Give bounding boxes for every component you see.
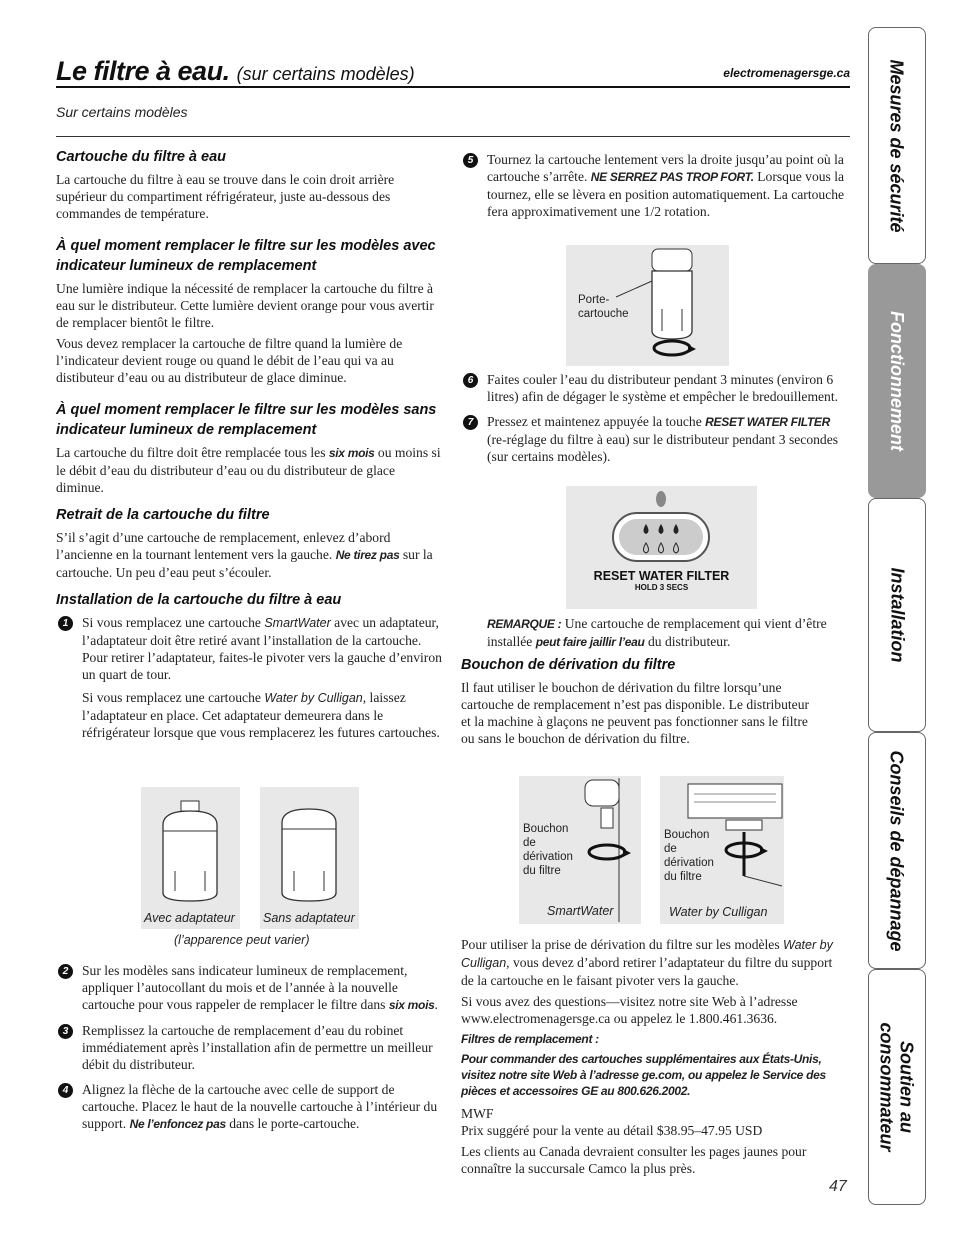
- hold-3-secs-label: HOLD 3 SECS: [634, 583, 689, 592]
- step-5: 5 Tournez la cartouche lentement vers la droite jusqu’au point où la cartouche s’arrête. NE SERREZ PAS TROP FORT. Lorsque vous la tournez, elle se lèvera en position automatiquement. La cartouche fera approximativement une 1/2 rotation.: [461, 151, 845, 220]
- reset-water-filter-figure: [566, 486, 757, 609]
- site-url: electromenagersge.ca: [723, 66, 850, 80]
- page-number: 47: [829, 1178, 847, 1195]
- step-number-icon: 3: [58, 1024, 73, 1039]
- header-rule: [56, 86, 850, 88]
- heading-retrait: Retrait de la cartouche du filtre: [56, 507, 270, 523]
- para-prise: Pour utiliser la prise de dérivation du filtre sur les modèles Water by Culligan, vous devez d’abord retirer l’adaptateur du filtre du support de la cartouche en le faisant pivoter vers la gauche.: [461, 937, 833, 988]
- para-cartouche: La cartouche du filtre à eau se trouve dans le coin droit arrière supérieur du compartiment réfrigérateur, juste au-dessous des commandes de température.: [56, 172, 395, 221]
- cartridge-adapter-icon: [141, 787, 240, 929]
- para-canada: Les clients au Canada devraient consulter les pages jaunes pour connaître la succursale Camco la plus près.: [461, 1144, 807, 1176]
- para-commander: Pour commander des cartouches supplémentaires aux États-Unis, visitez notre site Web à l’adresse ge.com, ou appelez le Service des pièces et accessoires GE au 800.626.2002.: [461, 1052, 826, 1098]
- step-2: 2 Sur les modèles sans indicateur lumineux de remplacement, appliquer l’autocollant du mois et de l’année à la nouvelle cartouche pour vous rappeler de remplacer le filtre dans six mois.: [56, 962, 442, 1014]
- step-1: 1 Si vous remplacez une cartouche SmartWater avec un adaptateur, l’adaptateur doit être retiré avant l’installation de la cartouche. Pour retirer l’adaptateur, faites-le pivoter vers la gauche d’environ un quart de tour. Si vous remplacez une cartouche Water by Culligan, laissez l’adaptateur en place. Cet adaptateur demeurera dans le réfrigérateur lorsque que vous remplacerez les futures cartouches.: [56, 614, 442, 741]
- right-column-top: [461, 151, 845, 228]
- reset-water-filter-label: RESET WATER FILTER: [593, 569, 730, 583]
- step-number-icon: 6: [463, 373, 478, 388]
- figure-note: (l’apparence peut varier): [174, 933, 310, 947]
- step-number-icon: 7: [463, 415, 478, 430]
- para-avec-2: Vous devez remplacer la cartouche de filtre quand la lumière de l’indicateur devient rouge ou quand le débit de l’eau qui va au distibuteur d’eau ou au distributeur de glace diminue.: [56, 336, 403, 385]
- para-bouchon: Il faut utiliser le bouchon de dérivation du filtre lorsqu’une cartouche de remplacement n’est pas disponible. Le distributeur et la machine à glaçons ne peuvent pas fonctionner sans le filtre ou sans le bouchon de dérivation du filtre.: [461, 680, 810, 746]
- cartridge-without-adapter-figure: Sans adaptateur: [260, 787, 359, 929]
- model-mwf: MWF: [461, 1106, 494, 1121]
- cartridge-holder-figure: Porte- cartouche: [566, 245, 729, 366]
- tab-mesures-de-securite[interactable]: Mesures de sécurité: [868, 27, 926, 264]
- step-number-icon: 2: [58, 964, 73, 979]
- side-tabs: [868, 27, 926, 1205]
- para-questions: Si vous avez des questions—visitez notre site Web à l’adresse www.electromenagersge.ca ou appelez le 1.800.461.3636.: [461, 994, 798, 1026]
- step-7: 7 Pressez et maintenez appuyée la touche RESET WATER FILTER (re-réglage du filtre à eau) sur le distributeur pendant 3 secondes (sur certains modèles).: [461, 413, 845, 465]
- heading-installation: Installation de la cartouche du filtre à eau: [56, 592, 342, 608]
- right-column-mid: [461, 371, 845, 473]
- left-column-steps: [56, 962, 442, 1141]
- bypass-smartwater-figure: Bouchon de dérivation du filtre SmartWater: [519, 776, 641, 924]
- cartridge-plain-icon: [260, 787, 359, 929]
- tab-soutien-au-consommateur[interactable]: Soutien au consommateur: [868, 969, 926, 1205]
- bypass-culligan-figure: Bouchon de dérivation du filtre Water by Culligan: [660, 776, 784, 924]
- step-3: 3 Remplissez la cartouche de remplacement d’eau du robinet immédiatement après l’installation afin de permettre un meilleur débit du distributeur.: [56, 1022, 442, 1073]
- remarque: REMARQUE : Une cartouche de remplacement qui vient d’être installée peut faire jaillir l’eau du distributeur.: [487, 616, 827, 649]
- heading-avec-indicateur: À quel moment remplacer le filtre sur les modèles avec indicateur lumineux de remplacement: [56, 238, 436, 274]
- right-column-bouchon: [461, 646, 821, 751]
- tab-fonctionnement[interactable]: Fonctionnement: [868, 264, 926, 498]
- step-number-icon: 4: [58, 1083, 73, 1098]
- page-title: Le filtre à eau. (sur certains modèles): [56, 56, 415, 86]
- heading-bouchon: Bouchon de dérivation du filtre: [461, 657, 676, 673]
- heading-cartouche: Cartouche du filtre à eau: [56, 149, 227, 165]
- step-number-icon: 5: [463, 153, 478, 168]
- step-6: 6 Faites couler l’eau du distributeur pendant 3 minutes (environ 6 litres) afin de dégager le système et empêcher le bredouillement.: [461, 371, 845, 405]
- right-column-bottom: [461, 936, 847, 1181]
- cartridge-with-adapter-figure: Avec adaptateur: [141, 787, 240, 929]
- tab-installation[interactable]: Installation: [868, 498, 926, 732]
- tab-conseils-de-depannage[interactable]: Conseils de dépannage: [868, 732, 926, 969]
- left-column: [56, 136, 442, 749]
- section-subtitle: Sur certains modèles: [56, 104, 188, 120]
- para-retrait: S’il s’agit d’une cartouche de remplacement, enlevez d’abord l’ancienne en la tournant lentement vers la gauche. Ne tirez pas sur la cartouche. Un peu d’eau peut s’écouler.: [56, 530, 433, 580]
- step-4: 4 Alignez la flèche de la cartouche avec celle de support de cartouche. Placez le haut de la nouvelle cartouche à l’intérieur du support. Ne l’enfoncez pas dans le porte-cartouche.: [56, 1081, 442, 1133]
- heading-filtres: Filtres de remplacement :: [461, 1032, 599, 1046]
- para-avec-1: Une lumière indique la nécessité de remplacer la cartouche du filtre à eau sur le distributeur. Cette lumière devient orange pour vous avertir de remplacer bientôt le filtre.: [56, 281, 434, 330]
- para-sans: La cartouche du filtre doit être remplacée tous les six mois ou moins si le débit d’eau du distributeur d’eau ou du distributeur de glace diminue.: [56, 445, 441, 495]
- para-prix: Prix suggéré pour la vente au détail $38.95–47.95 USD: [461, 1123, 763, 1138]
- step-number-icon: 1: [58, 616, 73, 631]
- heading-sans-indicateur: À quel moment remplacer le filtre sur les modèles sans indicateur lumineux de remplacement: [56, 402, 437, 438]
